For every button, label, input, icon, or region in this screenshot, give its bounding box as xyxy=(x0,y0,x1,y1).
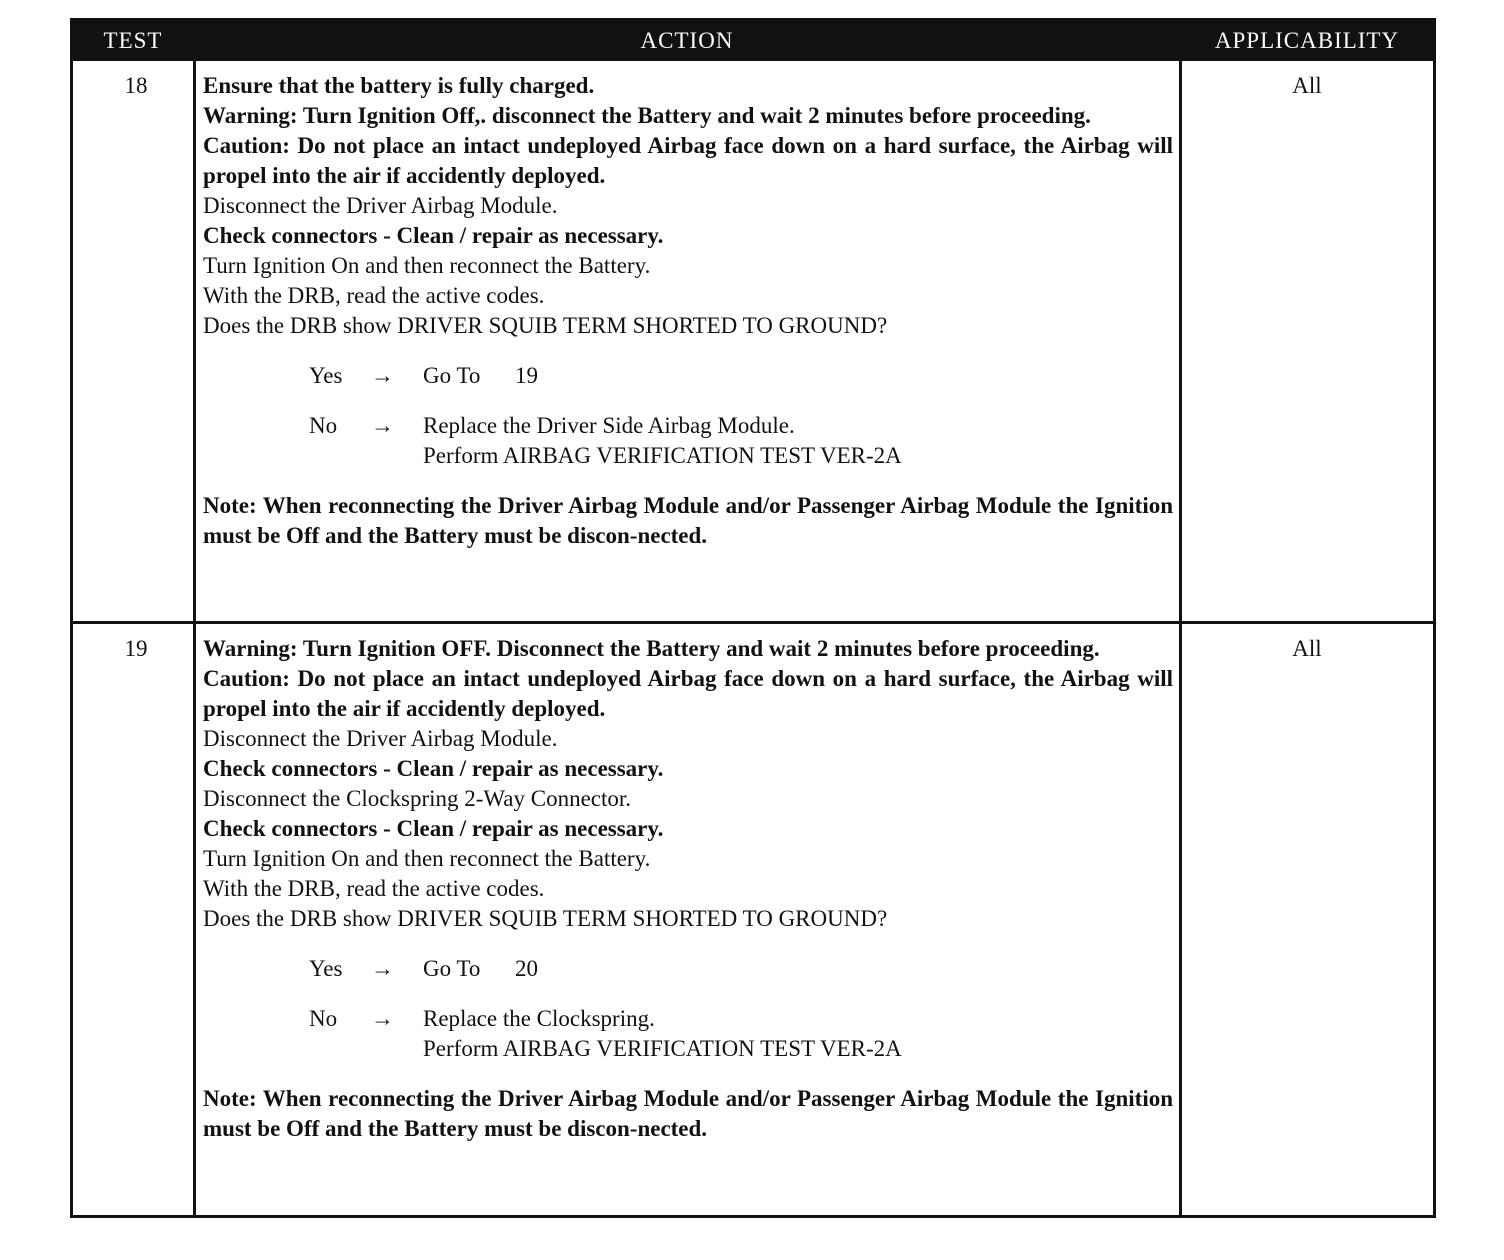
note-text: Note: When reconnecting the Driver Airbag Module and/or Passenger Airbag Module the Ignition must be Off and the Battery must be discon-nected. xyxy=(203,1086,1173,1141)
question-text: Does the DRB show DRIVER SQUIB TERM SHORTED TO GROUND? xyxy=(203,313,888,338)
note-text: Note: When reconnecting the Driver Airbag Module and/or Passenger Airbag Module the Ignition must be Off and the Battery must be discon-nected. xyxy=(203,493,1173,548)
action-line: Disconnect the Driver Airbag Module. xyxy=(203,193,558,218)
yes-branch xyxy=(203,954,1173,984)
test-number: 18 xyxy=(124,73,148,98)
action-line: With the DRB, read the active codes. xyxy=(203,876,545,901)
header-action: ACTION xyxy=(640,28,734,53)
warning-text: Warning: Turn Ignition OFF. Disconnect the Battery and wait 2 minutes before proceeding. xyxy=(203,636,1100,661)
table-row xyxy=(73,624,1433,1215)
action-cell xyxy=(203,634,1173,1144)
action-cell xyxy=(203,71,1173,551)
caution-text: Caution: Do not place an intact undeployed Airbag face down on a hard surface, the Airbag will propel into the air if accidently deployed. xyxy=(203,666,1173,721)
no-branch xyxy=(203,1004,1173,1034)
goto-text: Go To xyxy=(423,956,481,981)
action-line: With the DRB, read the active codes. xyxy=(203,283,545,308)
goto-target: 20 xyxy=(515,956,538,981)
goto-text: Go To xyxy=(423,363,481,388)
goto-target: 19 xyxy=(515,363,538,388)
no-label: No xyxy=(309,1006,338,1031)
action-line: Turn Ignition On and then reconnect the Battery. xyxy=(203,253,651,278)
action-line: Disconnect the Clockspring 2-Way Connector. xyxy=(203,786,632,811)
action-line: Disconnect the Driver Airbag Module. xyxy=(203,726,558,751)
action-line: Check connectors - Clean / repair as necessary. xyxy=(203,223,664,248)
diagnostic-table xyxy=(70,18,1436,1218)
no-action-text: Perform AIRBAG VERIFICATION TEST VER-2A xyxy=(423,443,902,468)
yes-label: Yes xyxy=(309,956,343,981)
no-label: No xyxy=(309,413,338,438)
warning-text: Warning: Turn Ignition Off,. disconnect the Battery and wait 2 minutes before proceeding. xyxy=(203,103,1091,128)
no-action-text: Replace the Driver Side Airbag Module. xyxy=(423,413,795,438)
no-branch xyxy=(203,411,1173,441)
yes-label: Yes xyxy=(309,363,343,388)
question-text: Does the DRB show DRIVER SQUIB TERM SHORTED TO GROUND? xyxy=(203,906,888,931)
yes-branch xyxy=(203,361,1173,391)
arrow-icon: → xyxy=(371,956,394,981)
action-line: Turn Ignition On and then reconnect the Battery. xyxy=(203,846,651,871)
table-header xyxy=(73,21,1433,61)
arrow-icon: → xyxy=(371,363,394,388)
test-number: 19 xyxy=(124,636,148,661)
no-branch-continued xyxy=(203,1034,1173,1064)
arrow-icon: → xyxy=(371,413,394,438)
no-action-text: Perform AIRBAG VERIFICATION TEST VER-2A xyxy=(423,1036,902,1061)
applicability-value: All xyxy=(1292,73,1322,98)
action-line: Ensure that the battery is fully charged. xyxy=(203,73,595,98)
header-applicability: APPLICABILITY xyxy=(1214,28,1400,53)
table-row xyxy=(73,61,1433,621)
no-branch-continued xyxy=(203,441,1173,471)
action-line: Check connectors - Clean / repair as necessary. xyxy=(203,816,664,841)
header-test: TEST xyxy=(103,28,163,53)
action-line: Check connectors - Clean / repair as necessary. xyxy=(203,756,664,781)
caution-text: Caution: Do not place an intact undeployed Airbag face down on a hard surface, the Airbag will propel into the air if accidently deployed. xyxy=(203,133,1173,188)
no-action-text: Replace the Clockspring. xyxy=(423,1006,655,1031)
applicability-value: All xyxy=(1292,636,1322,661)
arrow-icon: → xyxy=(371,1006,394,1031)
